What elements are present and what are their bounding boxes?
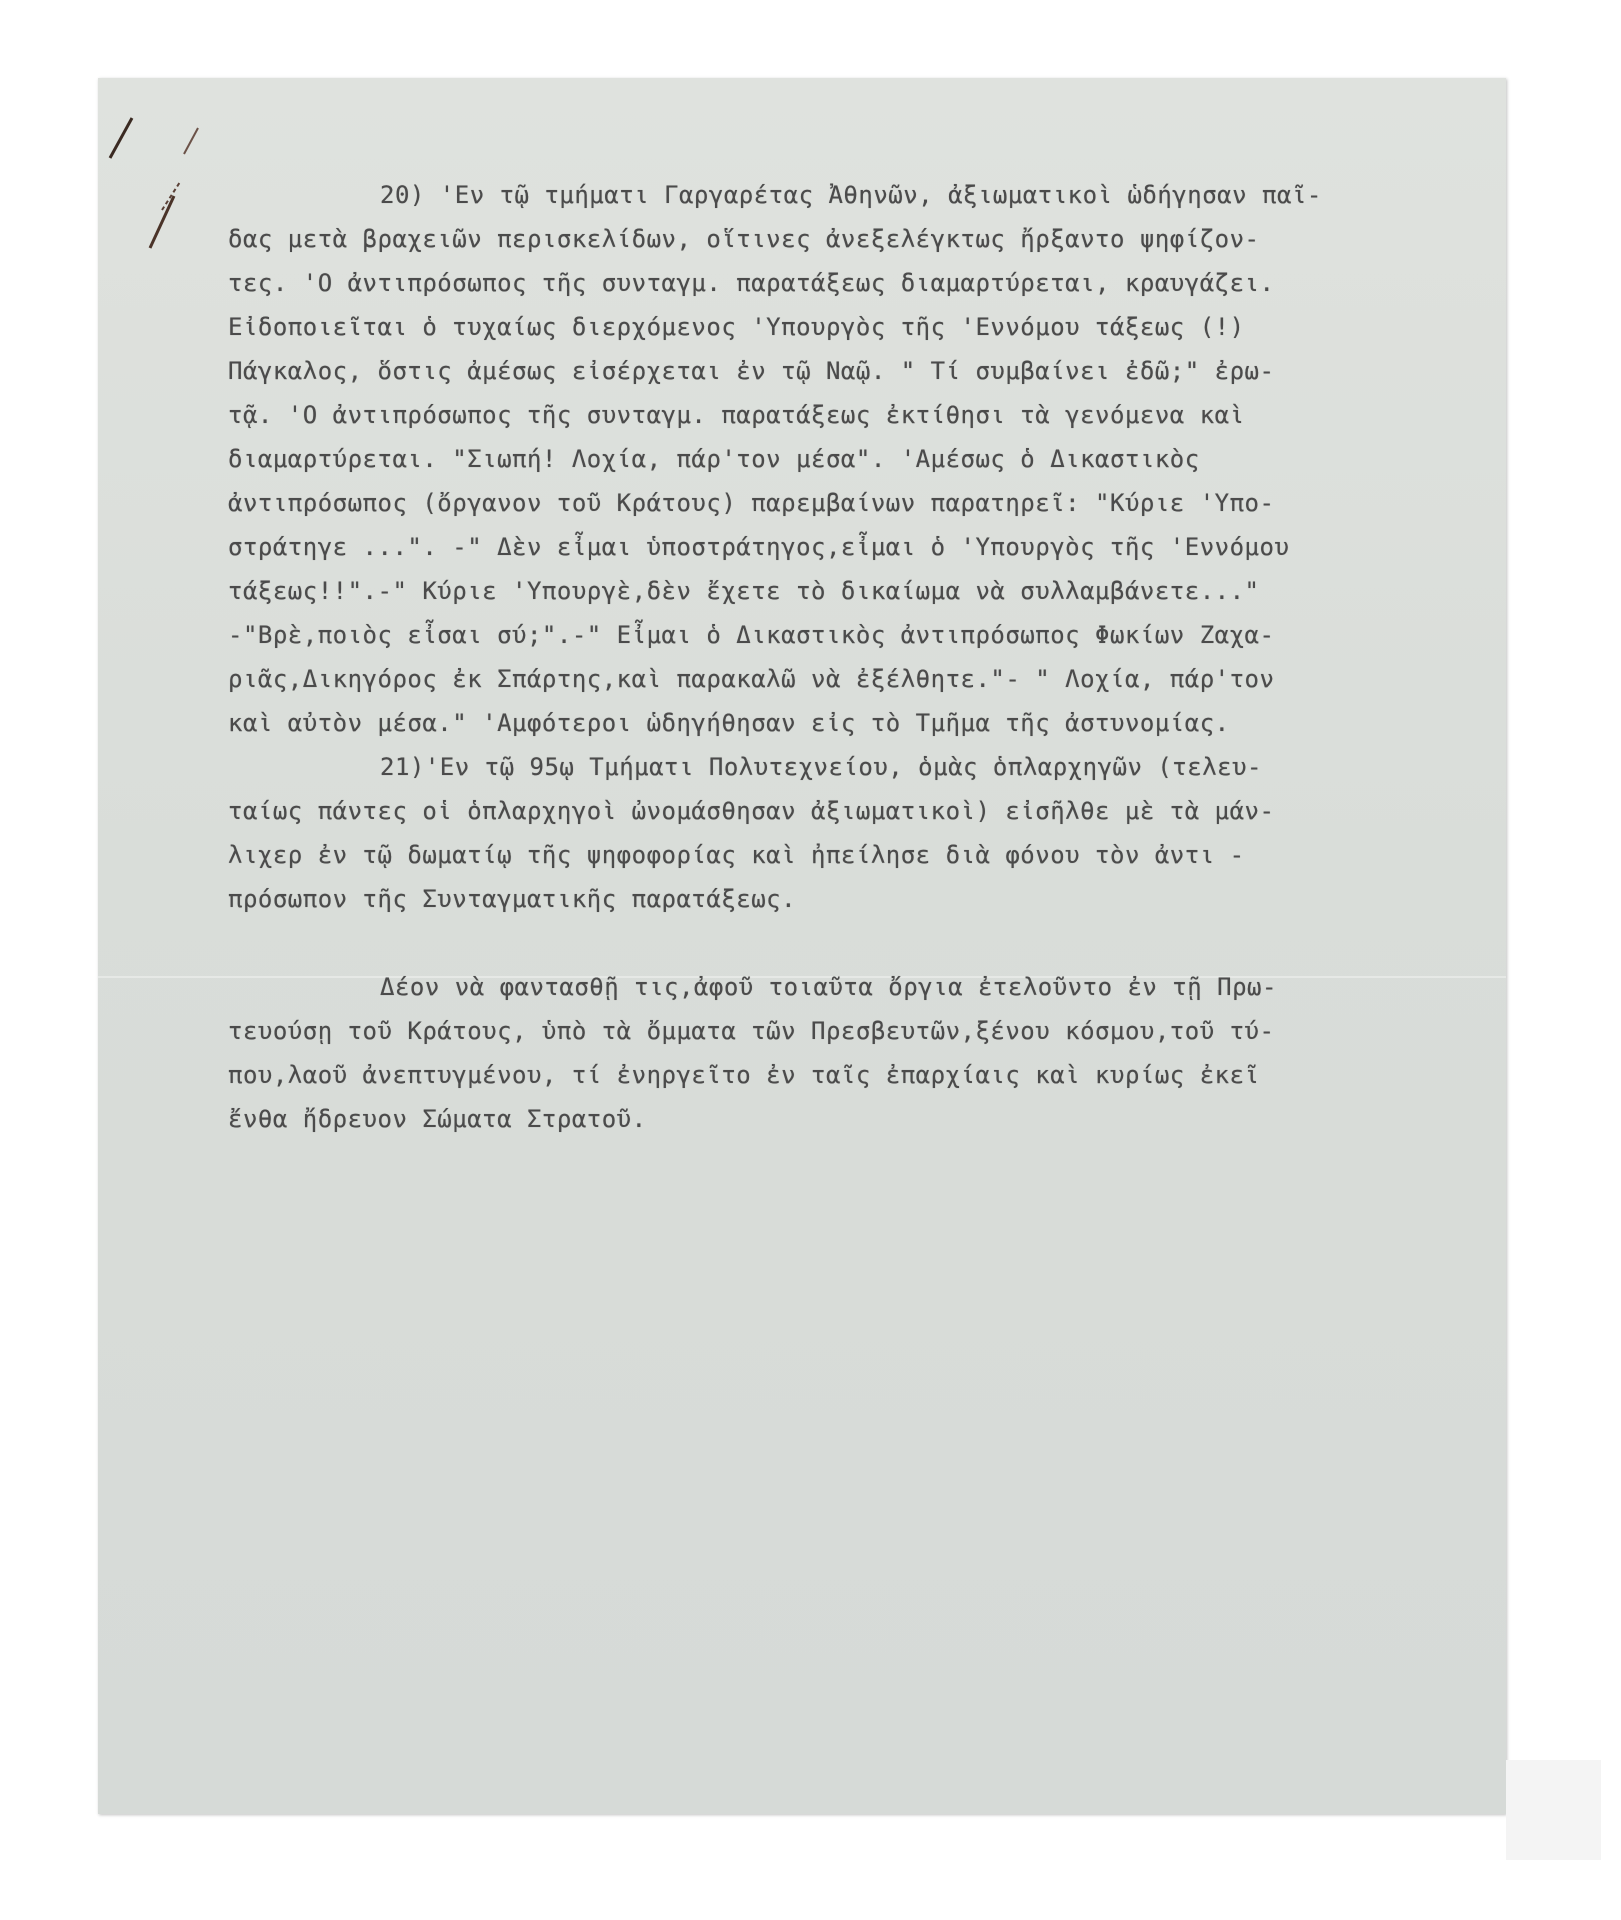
text-line: λιχερ ἐν τῷ δωματίῳ τῆς ψηφοφορίας καὶ ἠπείλησε διὰ φόνου τὸν ἀντι - (228, 841, 1245, 869)
text-line: ἀντιπρόσωπος (ὄργανον τοῦ Κράτους) παρεμβαίνων παρατηρεῖ: "Κύριε 'Υπο- (228, 489, 1275, 517)
text-line: ἔνθα ἤδρευον Σώματα Στρατοῦ. (228, 1105, 647, 1133)
text-line: ταίως πάντες οἱ ὁπλαρχηγοὶ ὠνομάσθησαν ἀξιωματικοὶ) εἰσῆλθε μὲ τὰ μάν- (228, 797, 1275, 825)
text-line: καὶ αὐτὸν μέσα." 'Αμφότεροι ὡδηγήθησαν εἰς τὸ Τμῆμα τῆς ἀστυνομίας. (228, 709, 1230, 737)
text-line: 21)'Εν τῷ 95ῳ Τμήματι Πολυτεχνείου, ὁμὰς ὁπλαρχηγῶν (τελευ- (380, 753, 1263, 781)
text-line: τες. 'Ο ἀντιπρόσωπος τῆς συνταγμ. παρατάξεως διαμαρτύρεται, κραυγάζει. (228, 269, 1275, 297)
paper-stain-marks (106, 98, 216, 298)
text-line: διαμαρτύρεται. "Σιωπή! Λοχία, πάρ'τον μέσα". 'Αμέσως ὁ Δικαστικὸς (228, 445, 1200, 473)
text-line: 20) 'Εν τῷ τμήματι Γαργαρέτας Ἀθηνῶν, ἀξιωματικοὶ ὡδήγησαν παῖ- (380, 181, 1322, 209)
text-line: Πάγκαλος, ὅστις ἀμέσως εἰσέρχεται ἐν τῷ Ναῷ. " Τί συμβαίνει ἐδῶ;" ἐρω- (228, 357, 1275, 385)
text-line: ριᾶς,Δικηγόρος ἐκ Σπάρτης,καὶ παρακαλῶ νὰ ἐξέλθητε."- " Λοχία, πάρ'τον (228, 665, 1275, 693)
typed-text (228, 173, 1468, 1141)
text-line: δας μετὰ βραχειῶν περισκελίδων, οἵτινες ἀνεξελέγκτως ἤρξαντο ψηφίζον- (228, 225, 1260, 253)
text-line: Εἰδοποιεῖται ὁ τυχαίως διερχόμενος 'Υπουργὸς τῆς 'Εννόμου τάξεως (!) (228, 313, 1245, 341)
document-page (98, 78, 1506, 1814)
text-line: που,λαοῦ ἀνεπτυγμένου, τί ἐνηργεῖτο ἐν ταῖς ἐπαρχίαις καὶ κυρίως ἐκεῖ (228, 1061, 1260, 1089)
archive-corner-tab (1506, 1760, 1601, 1860)
text-line: -"Βρὲ,ποιὸς εἶσαι σύ;".-" Εἶμαι ὁ Δικαστικὸς ἀντιπρόσωπος Φωκίων Ζαχα- (228, 621, 1275, 649)
text-line: τάξεως!!".-" Κύριε 'Υπουργὲ,δὲν ἔχετε τὸ δικαίωμα νὰ συλλαμβάνετε..." (228, 577, 1260, 605)
text-line: στράτηγε ...". -" Δὲν εἶμαι ὑποστράτηγος,εἶμαι ὁ 'Υπουργὸς τῆς 'Εννόμου (228, 533, 1290, 561)
text-line: Δέον νὰ φαντασθῇ τις,ἀφοῦ τοιαῦτα ὄργια ἐτελοῦντο ἐν τῇ Πρω- (380, 973, 1277, 1001)
paragraph-gap (228, 921, 1468, 965)
text-line: τᾷ. 'Ο ἀντιπρόσωπος τῆς συνταγμ. παρατάξεως ἐκτίθησι τὰ γενόμενα καὶ (228, 401, 1245, 429)
text-line: τευούσῃ τοῦ Κράτους, ὑπὸ τὰ ὄμματα τῶν Πρεσβευτῶν,ξένου κόσμου,τοῦ τύ- (228, 1017, 1275, 1045)
text-line: πρόσωπον τῆς Συνταγματικῆς παρατάξεως. (228, 885, 797, 913)
